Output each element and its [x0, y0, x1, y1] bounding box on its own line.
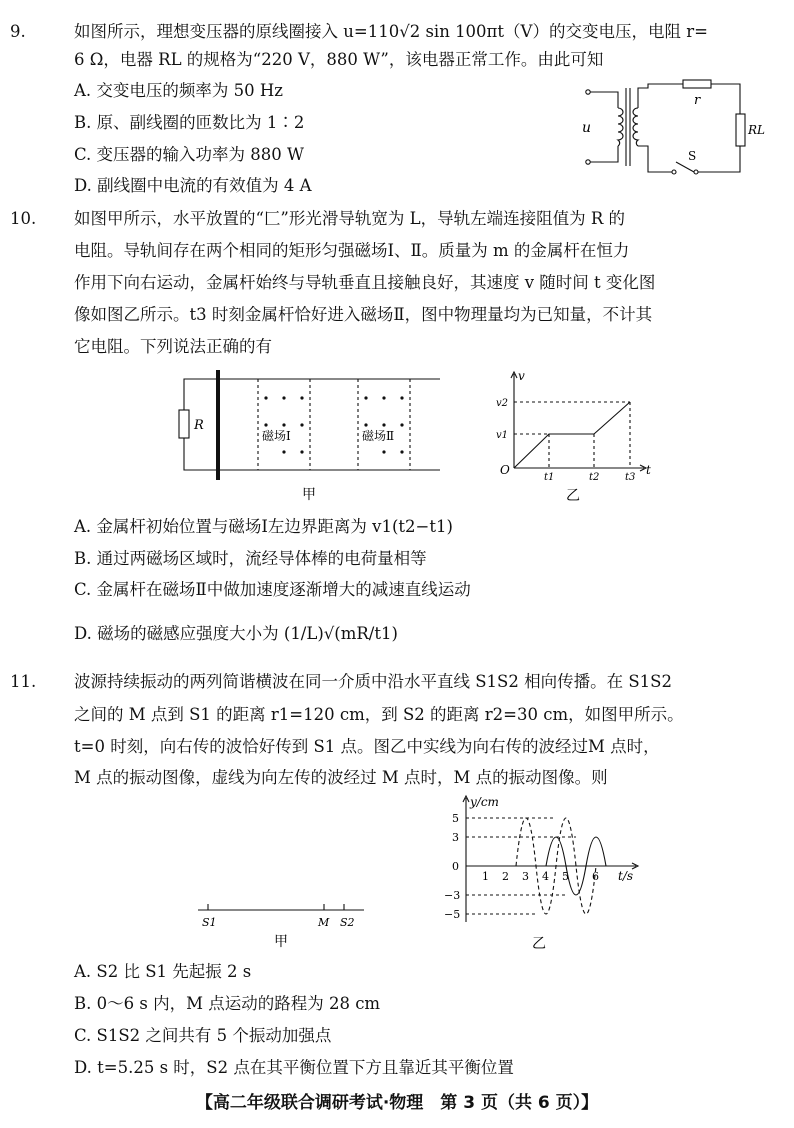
q10-axis-t: t: [646, 463, 651, 477]
q10-option-a: A. 金属杆初始位置与磁场Ⅰ左边界距离为 v1(t2−t1): [74, 517, 453, 536]
q9-stem-line-1: 如图所示，理想变压器的原线圈接入 u=110√2 sin 100πt（V）的交变电压，电阻 r=: [74, 22, 708, 41]
q11-option-b: B. 0～6 s 内，M 点运动的路程为 28 cm: [74, 994, 381, 1013]
q10-tick-t2: t2: [589, 472, 600, 483]
q10-stem-line-5: 它电阻。下列说法正确的有: [74, 337, 272, 356]
q10-stem-line-1: 如图甲所示，水平放置的“匚”形光滑导轨宽为 L，导轨左端连接阻值为 R 的: [74, 209, 625, 228]
q9-label-rl: RL: [748, 123, 766, 137]
q11-number: 11.: [10, 672, 37, 691]
q11-label-s2: S2: [340, 916, 355, 929]
q10-tick-v2: v2: [496, 398, 509, 409]
q9-option-c: C. 变压器的输入功率为 880 W: [74, 145, 304, 164]
q11-label-s1: S1: [202, 916, 217, 929]
q10-velocity-graph: [494, 368, 658, 504]
q9-label-u: u: [582, 120, 592, 136]
q11-fig-yi-caption: 乙: [532, 936, 546, 952]
q10-field-1-label: 磁场Ⅰ: [262, 429, 291, 443]
q10-tick-v1: v1: [496, 430, 509, 441]
q10-option-b: B. 通过两磁场区域时，流经导体棒的电荷量相等: [74, 549, 427, 568]
q11-axis-xlabel: t/s: [618, 869, 634, 883]
q10-tick-t1: t1: [544, 472, 555, 483]
q11-xtick-5: 5: [562, 870, 569, 883]
q11-option-c: C. S1S2 之间共有 5 个振动加强点: [74, 1026, 332, 1045]
q10-rail-diagram: [178, 368, 442, 502]
q10-stem-line-3: 作用下向右运动，金属杆始终与导轨垂直且接触良好，其速度 v 随时间 t 变化图: [74, 273, 656, 292]
q11-stem-line-1: 波源持续振动的两列简谐横波在同一介质中沿水平直线 S1S2 相向传播。在 S1S2: [74, 672, 672, 691]
q9-option-a: A. 交变电压的频率为 50 Hz: [74, 81, 283, 100]
q11-label-m: M: [318, 916, 330, 929]
q11-stem-line-2: 之间的 M 点到 S1 的距离 r1=120 cm，到 S2 的距离 r2=30 cm，如图甲所示。: [74, 705, 684, 724]
q11-xtick-2: 2: [502, 870, 509, 883]
q9-option-b: B. 原、副线圈的匝数比为 1∶2: [74, 113, 305, 132]
q9-option-d: D. 副线圈中电流的有效值为 4 A: [74, 176, 312, 195]
q11-fig-jia-caption: 甲: [274, 934, 288, 950]
q11-xtick-3: 3: [522, 870, 529, 883]
q10-origin: O: [500, 463, 510, 477]
q9-stem-line-2: 6 Ω，电器 RL 的规格为“220 V，880 W”，该电器正常工作。由此可知: [74, 50, 604, 69]
q11-stem-line-3: t=0 时刻，向右传的波恰好传到 S1 点。图乙中实线为向右传的波经过M 点时，: [74, 737, 660, 756]
q9-label-s: S: [688, 149, 697, 163]
q11-ytick-neg5: −5: [444, 908, 461, 921]
q10-option-c: C. 金属杆在磁场Ⅱ中做加速度逐渐增大的减速直线运动: [74, 580, 471, 599]
q11-xtick-6: 6: [592, 870, 599, 883]
q10-field-2-label: 磁场Ⅱ: [362, 429, 395, 443]
q11-line-diagram: [194, 898, 368, 950]
q9-label-r: r: [694, 93, 701, 108]
q11-xtick-1: 1: [482, 870, 489, 883]
page-footer: 【高二年级联合调研考试·物理 第 3 页（共 6 页）】: [195, 1093, 599, 1113]
q10-stem-line-4: 像如图乙所示。t3 时刻金属杆恰好进入磁场Ⅱ，图中物理量均为已知量，不计其: [74, 305, 653, 324]
q10-option-d: D. 磁场的磁感应强度大小为 (1/L)√(mR/t1): [74, 624, 398, 643]
q9-number: 9.: [10, 22, 26, 41]
q11-vibration-graph: [440, 794, 646, 952]
q11-option-a: A. S2 比 S1 先起振 2 s: [74, 962, 252, 981]
q10-tick-t3: t3: [625, 472, 636, 483]
q10-stem-line-2: 电阻。导轨间存在两个相同的矩形匀强磁场Ⅰ、Ⅱ。质量为 m 的金属杆在恒力: [74, 241, 630, 260]
q11-option-d: D. t=5.25 s 时，S2 点在其平衡位置下方且靠近其平衡位置: [74, 1058, 514, 1077]
q11-axis-ylabel: y/cm: [470, 795, 499, 809]
q9-transformer-circuit: [578, 76, 766, 182]
q10-label-r: R: [194, 418, 204, 433]
q10-axis-v: v: [518, 369, 525, 383]
q11-stem-line-4: M 点的振动图像，虚线为向左传的波经过 M 点时，M 点的振动图像。则: [74, 768, 608, 787]
q10-fig-yi-caption: 乙: [566, 488, 580, 504]
q11-ytick-5: 5: [452, 812, 459, 825]
q11-ytick-3: 3: [452, 831, 459, 844]
q10-number: 10.: [10, 209, 37, 228]
q10-fig-jia-caption: 甲: [302, 487, 316, 503]
q11-ytick-0: 0: [452, 860, 459, 873]
q11-ytick-neg3: −3: [444, 889, 461, 902]
q11-xtick-4: 4: [542, 870, 549, 883]
